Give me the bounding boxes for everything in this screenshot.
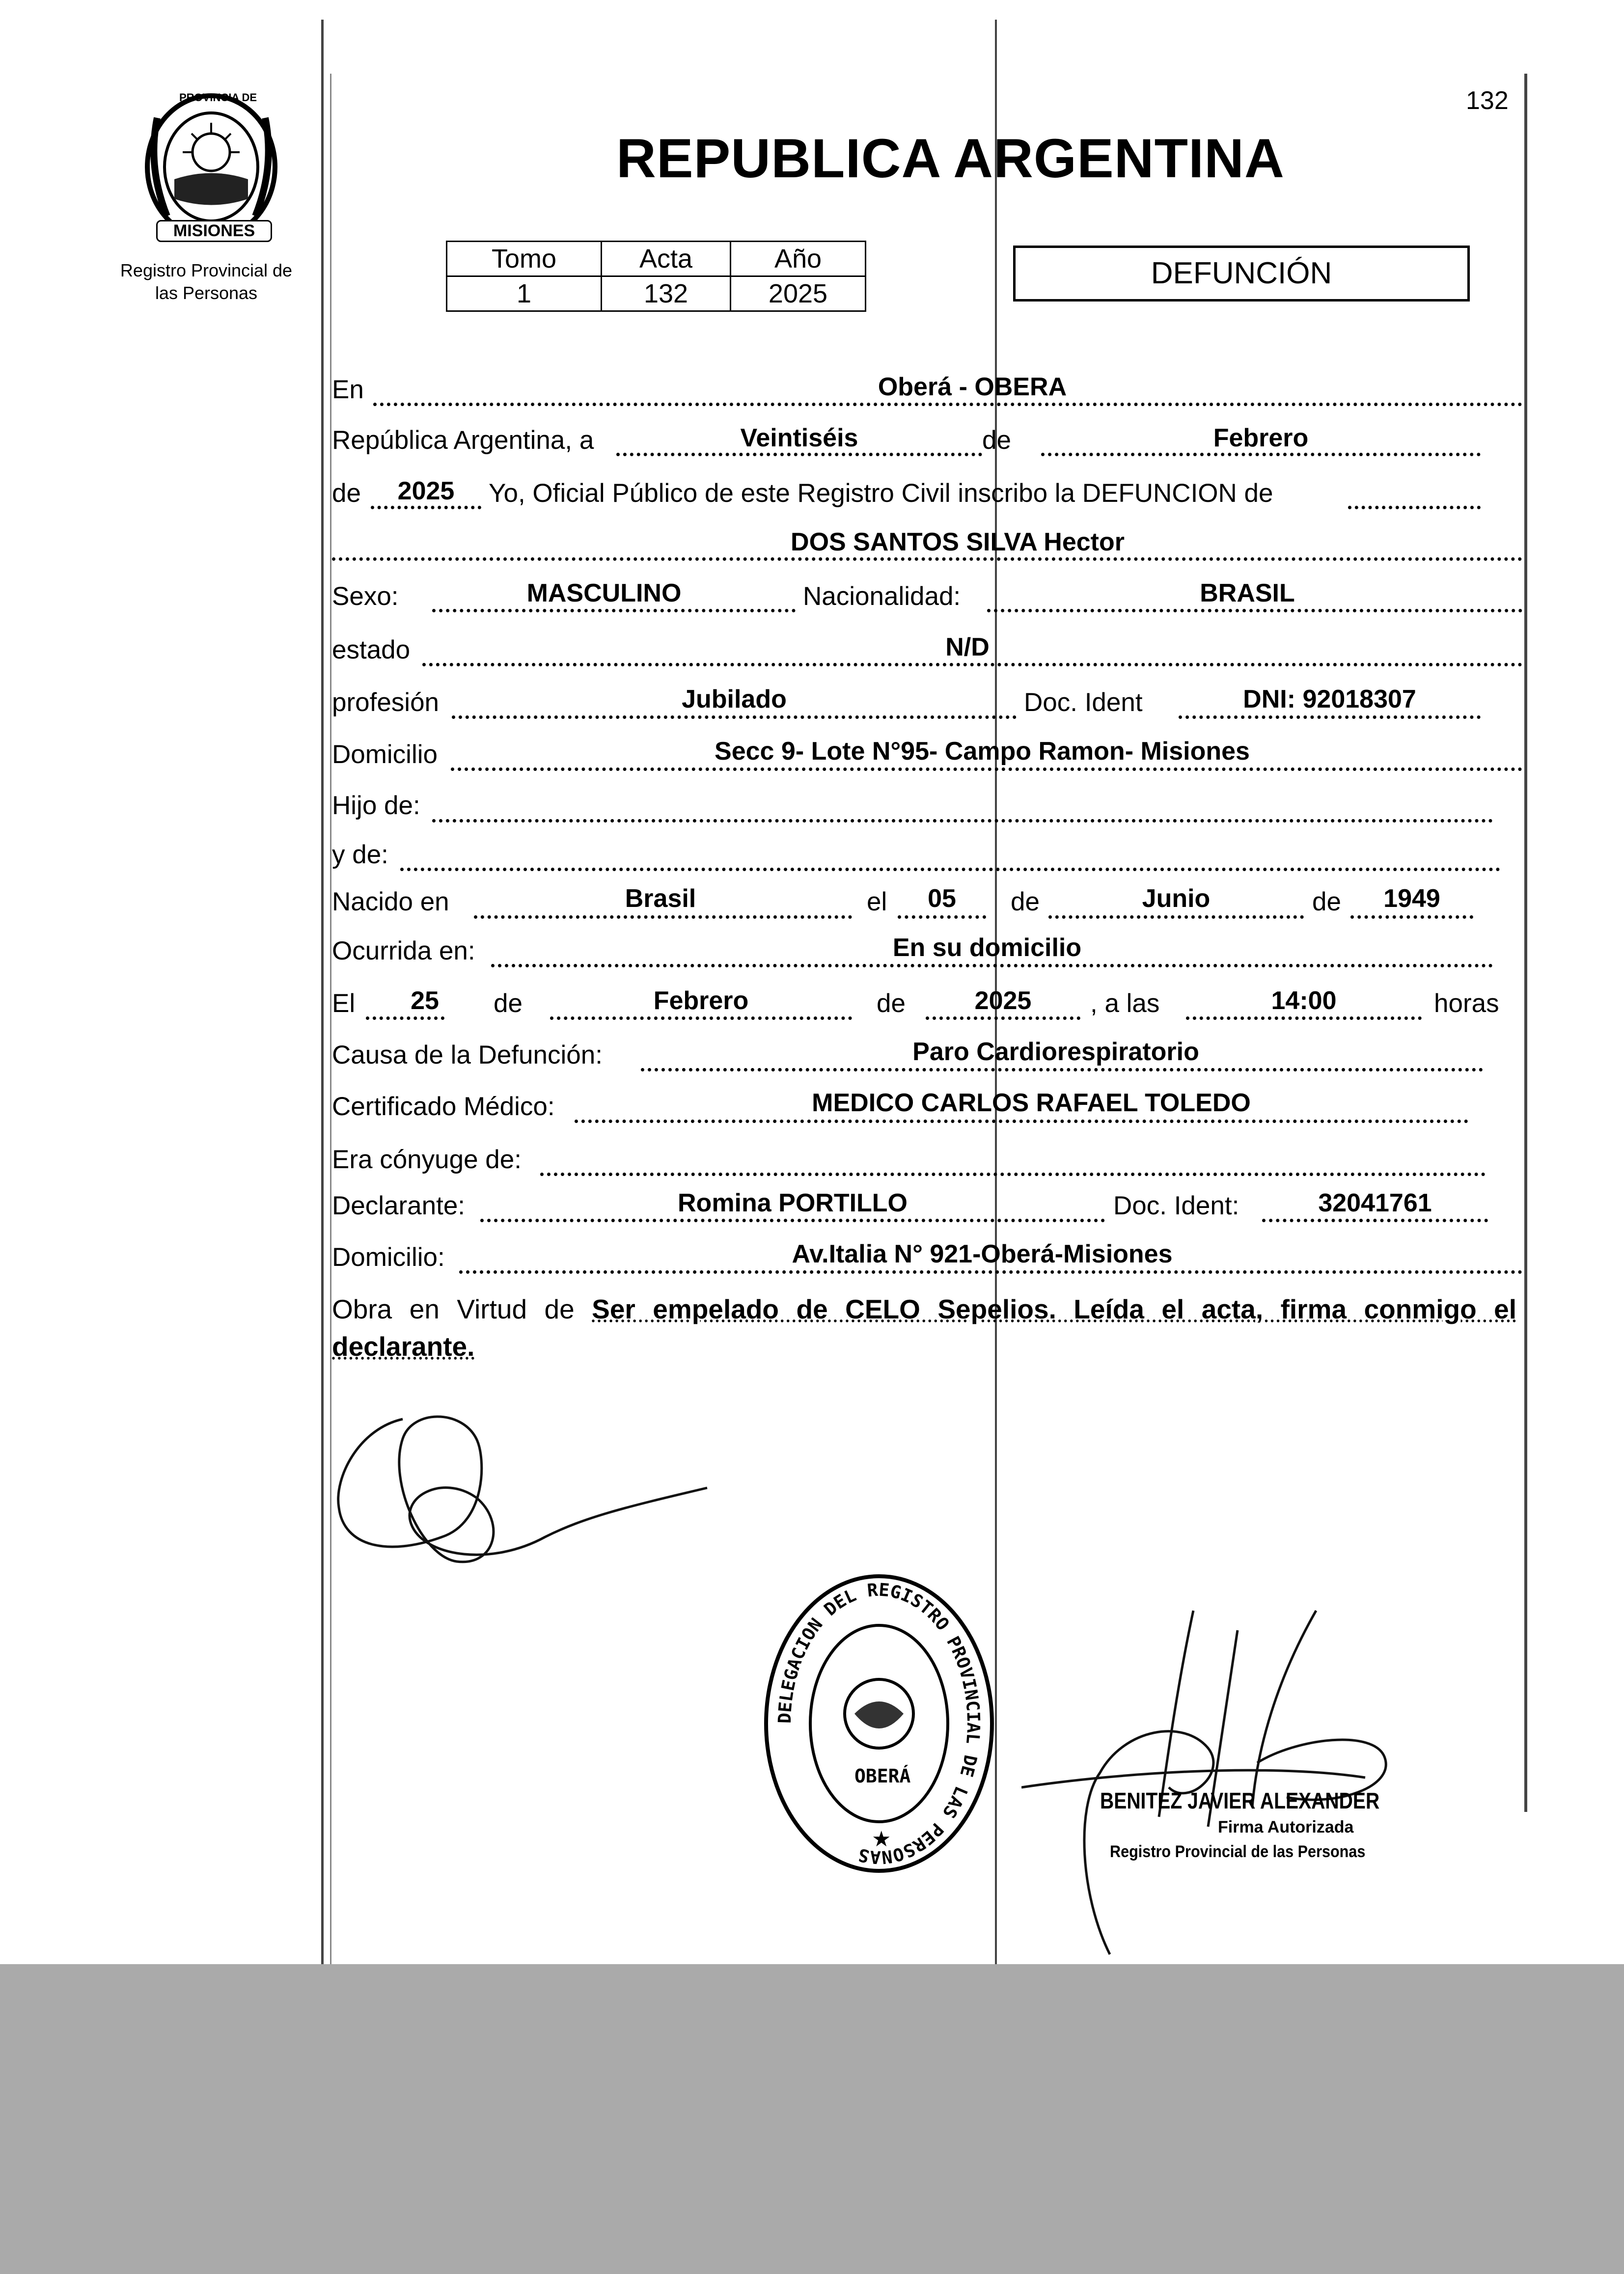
left-margin-line	[321, 20, 324, 1964]
stamp-ring-text: DELEGACION DEL REGISTRO PROVINCIAL DE LAS PERSONAS	[774, 1580, 984, 1867]
record-type-box: DEFUNCIÓN	[1013, 246, 1470, 301]
documento-value: DNI: 92018307	[1243, 685, 1416, 713]
def-dia-value: 25	[411, 986, 439, 1015]
label-sexo: Sexo:	[332, 582, 399, 611]
dotted-line	[452, 715, 1017, 719]
label-causa: Causa de la Defunción:	[332, 1041, 603, 1069]
dotted-line	[422, 663, 1522, 666]
signature-office: Registro Provincial de las Personas	[1110, 1842, 1366, 1861]
signature-title: Firma Autorizada	[1218, 1818, 1354, 1836]
tomo-value: 1	[447, 276, 602, 311]
anio-value: 2025	[731, 276, 866, 311]
delegation-stamp	[756, 1566, 1002, 1881]
dotted-line	[926, 1016, 1080, 1020]
record-table-header	[447, 242, 866, 276]
nacido-en-value: Brasil	[625, 884, 696, 913]
nac-mes-value: Junio	[1142, 884, 1211, 913]
label-profesion: profesión	[332, 688, 440, 717]
label-nacido-en: Nacido en	[332, 887, 449, 916]
label-republica: República Argentina, a	[332, 426, 594, 455]
scan-background	[0, 1964, 1624, 2274]
dotted-line	[491, 964, 1493, 967]
col-tomo-header: Tomo	[447, 242, 602, 276]
record-table	[446, 241, 866, 312]
label-doc-ident-2: Doc. Ident:	[1113, 1191, 1239, 1220]
label-oficial: Yo, Oficial Público de este Registro Civil inscribo la DEFUNCION de	[489, 479, 1273, 508]
label-ocurrida-en: Ocurrida en:	[332, 936, 475, 965]
dotted-line	[432, 609, 796, 612]
registry-caption-line1: Registro Provincial de	[120, 260, 293, 280]
dotted-line	[1350, 915, 1473, 919]
dotted-line	[550, 1016, 852, 1020]
dotted-line	[366, 1016, 444, 1020]
causa-value: Paro Cardiorespiratorio	[912, 1038, 1199, 1066]
dotted-line	[575, 1120, 1468, 1123]
sexo-value: MASCULINO	[526, 579, 682, 607]
label-el: el	[867, 887, 887, 916]
declarant-signature	[329, 1399, 722, 1635]
ocurrida-en-value: En su domicilio	[892, 933, 1082, 962]
nombre-value: DOS SANTOS SILVA Hector	[791, 528, 1125, 556]
dotted-line	[459, 1270, 1522, 1274]
hora-value: 14:00	[1271, 986, 1337, 1015]
declarante-domicilio-value: Av.Italia N° 921-Oberá-Misiones	[792, 1240, 1173, 1268]
label-declarante: Declarante:	[332, 1191, 466, 1220]
dotted-line	[1048, 915, 1304, 919]
label-de-3: de	[877, 989, 906, 1018]
declarante-doc-value: 32041761	[1318, 1189, 1432, 1217]
star-icon: ★	[872, 1827, 891, 1851]
mes-texto-value: Febrero	[1213, 424, 1309, 452]
stamp-city: OBERÁ	[854, 1765, 911, 1787]
profesion-value: Jubilado	[682, 685, 787, 713]
dotted-line	[371, 506, 481, 509]
dotted-line	[1186, 1016, 1422, 1020]
nac-dia-value: 05	[928, 884, 956, 913]
label-horas: horas	[1434, 989, 1499, 1018]
def-mes-value: Febrero	[653, 986, 749, 1015]
def-anio-value: 2025	[974, 986, 1032, 1015]
dotted-line	[1262, 1219, 1488, 1222]
dotted-line	[641, 1068, 1483, 1071]
dia-texto-value: Veintiséis	[740, 424, 858, 452]
label-de-mes: de	[1011, 887, 1040, 916]
seal-text-top: PROVINCIA DE	[179, 91, 257, 104]
registry-caption-line2: las Personas	[155, 283, 258, 303]
label-domicilio-2: Domicilio:	[332, 1243, 445, 1272]
label-doc-ident: Doc. Ident	[1024, 688, 1143, 717]
dotted-line	[1179, 715, 1481, 719]
declarante-value: Romina PORTILLO	[678, 1189, 908, 1217]
dotted-line	[474, 915, 852, 919]
label-obra: Obra en Virtud de	[332, 1294, 575, 1324]
left-margin-line-inner	[330, 74, 331, 1964]
lugar-value: Oberá - OBERA	[878, 373, 1067, 401]
label-conyuge: Era cónyuge de:	[332, 1145, 522, 1174]
acta-value: 132	[602, 276, 731, 311]
label-de-2: de	[494, 989, 523, 1018]
label-de-year: de	[332, 479, 361, 508]
col-anio-header: Año	[731, 242, 866, 276]
obra-paragraph	[332, 1290, 1516, 1365]
nac-anio-value: 1949	[1383, 884, 1440, 913]
dotted-line	[616, 453, 982, 456]
label-y-de: y de:	[332, 840, 388, 869]
dotted-line	[400, 868, 1500, 871]
label-en: En	[332, 375, 364, 404]
nacionalidad-value: BRASIL	[1200, 579, 1295, 607]
registry-caption	[103, 259, 309, 304]
right-margin-line	[1524, 74, 1527, 1812]
dotted-line	[987, 609, 1522, 612]
label-el-dia: El	[332, 989, 356, 1018]
col-acta-header: Acta	[602, 242, 731, 276]
dotted-line	[332, 557, 1522, 561]
signature-name: BENITEZ JAVIER ALEXANDER	[1100, 1788, 1380, 1813]
page-number: 132	[1466, 86, 1509, 115]
label-hijo-de: Hijo de:	[332, 791, 420, 820]
dotted-line	[898, 915, 986, 919]
page-title: REPUBLICA ARGENTINA	[616, 128, 1285, 189]
domicilio-value: Secc 9- Lote N°95- Campo Ramon- Misiones	[715, 737, 1250, 766]
dotted-line	[451, 767, 1522, 771]
dotted-line	[1041, 453, 1481, 456]
dotted-line	[1348, 506, 1481, 509]
label-domicilio: Domicilio	[332, 740, 438, 769]
label-de: de	[982, 426, 1011, 455]
anio-value-text: 2025	[397, 477, 455, 505]
certificado-value: MEDICO CARLOS RAFAEL TOLEDO	[812, 1089, 1251, 1117]
label-de-anio: de	[1312, 887, 1341, 916]
label-nacionalidad: Nacionalidad:	[803, 582, 961, 611]
record-table-row	[447, 276, 866, 311]
label-certificado: Certificado Médico:	[332, 1092, 555, 1121]
dotted-line	[480, 1219, 1105, 1222]
label-estado: estado	[332, 635, 411, 664]
label-a-las: , a las	[1090, 989, 1160, 1018]
official-signature	[1021, 1601, 1434, 1964]
dotted-line	[540, 1173, 1486, 1176]
estado-value: N/D	[945, 633, 990, 661]
obra-value: Ser empelado de CELO Sepelios. Leída el acta, firma conmigo el declarante.	[332, 1294, 1517, 1362]
dotted-line	[373, 403, 1522, 406]
seal-text-bottom: MISIONES	[156, 220, 272, 242]
dotted-line	[432, 819, 1493, 822]
